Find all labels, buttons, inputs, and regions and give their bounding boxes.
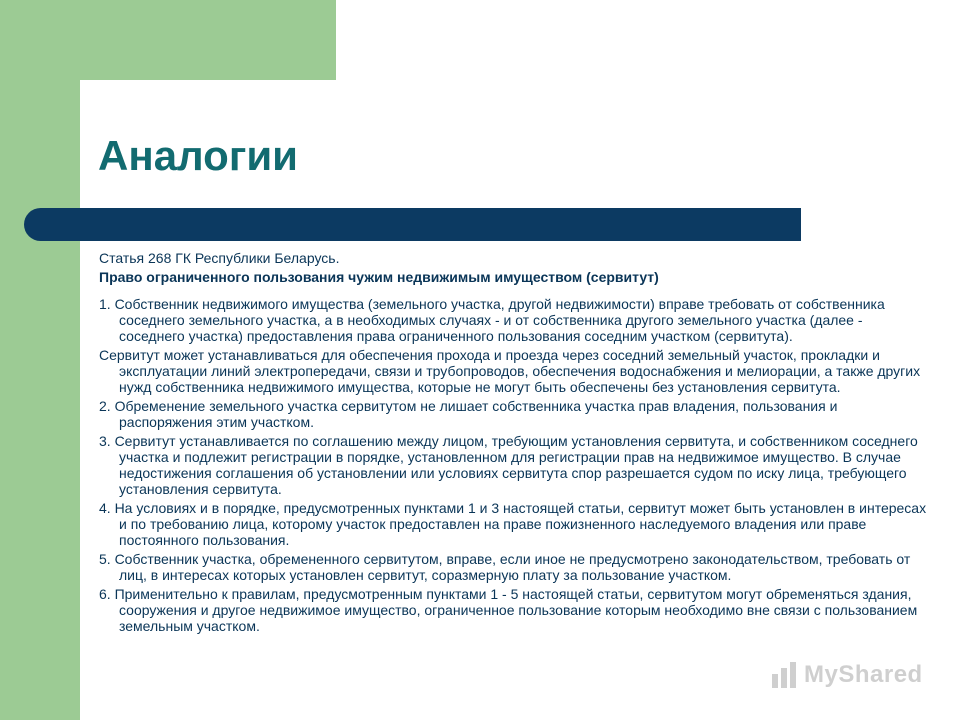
article-heading: Право ограниченного пользования чужим недвижимым имуществом (сервитут) xyxy=(99,269,659,285)
left-green-bar xyxy=(0,0,80,720)
paragraph-4: 4. На условиях и в порядке, предусмотренных пунктами 1 и 3 настоящей статьи, сервитут может быть установлен в интересах и по требованию лица, которому участок предоставлен на праве пожизненного наследуемого владения или праве постоянного пользования. xyxy=(99,500,927,548)
paragraph-servitude: Сервитут может устанавливаться для обеспечения прохода и проезда через соседний земельный участок, прокладки и эксплуатации линий электропередачи, связи и трубопроводов, обеспечения водоснабжения и мелиорации, а также других нужд собственника недвижимого имущества, которые не могут быть обеспечены без установления сервитута. xyxy=(99,347,921,395)
myshared-logo-icon xyxy=(770,660,800,690)
paragraph-5: 5. Собственник участка, обремененного сервитутом, вправе, если иное не предусмотрено законодательством, требовать от лиц, в интересах которых установлен сервитут, соразмерную плату за пользование участком. xyxy=(99,551,911,583)
title-underline-bar xyxy=(24,208,801,241)
watermark-text: MyShared xyxy=(804,661,923,688)
paragraph-6: 6. Применительно к правилам, предусмотренным пунктами 1 - 5 настоящей статьи, сервитутом могут обременяться здания, сооружения и другое недвижимое имущество, ограниченное пользование которым необходимо вне связи с пользованием земельным участком. xyxy=(99,586,918,634)
slide-title: Аналогии xyxy=(98,132,298,179)
paragraph-2: 2. Обременение земельного участка сервитутом не лишает собственника участка прав владения, пользования и распоряжения этим участком. xyxy=(99,398,838,430)
paragraph-1: 1. Собственник недвижимого имущества (земельного участка, другой недвижимости) вправе требовать от собственника соседнего земельного участка, а в необходимых случаях - и от собственника другого земельного участка (далее - соседнего участка) предоставления права ограниченного пользования соседним участком (сервитута). xyxy=(99,296,885,344)
slide-content xyxy=(99,250,929,637)
top-green-block xyxy=(0,0,336,80)
article-subtitle: Статья 268 ГК Республики Беларусь. xyxy=(99,250,340,266)
watermark xyxy=(770,660,923,690)
paragraph-3: 3. Сервитут устанавливается по соглашению между лицом, требующим установления сервитута, и собственником соседнего участка и подлежит регистрации в порядке, установленном для регистрации прав на недвижимое имущество. В случае недостижения соглашения об установлении или условиях сервитута спор разрешается судом по иску лица, требующего установления сервитута. xyxy=(99,433,918,497)
spacer xyxy=(99,288,929,296)
